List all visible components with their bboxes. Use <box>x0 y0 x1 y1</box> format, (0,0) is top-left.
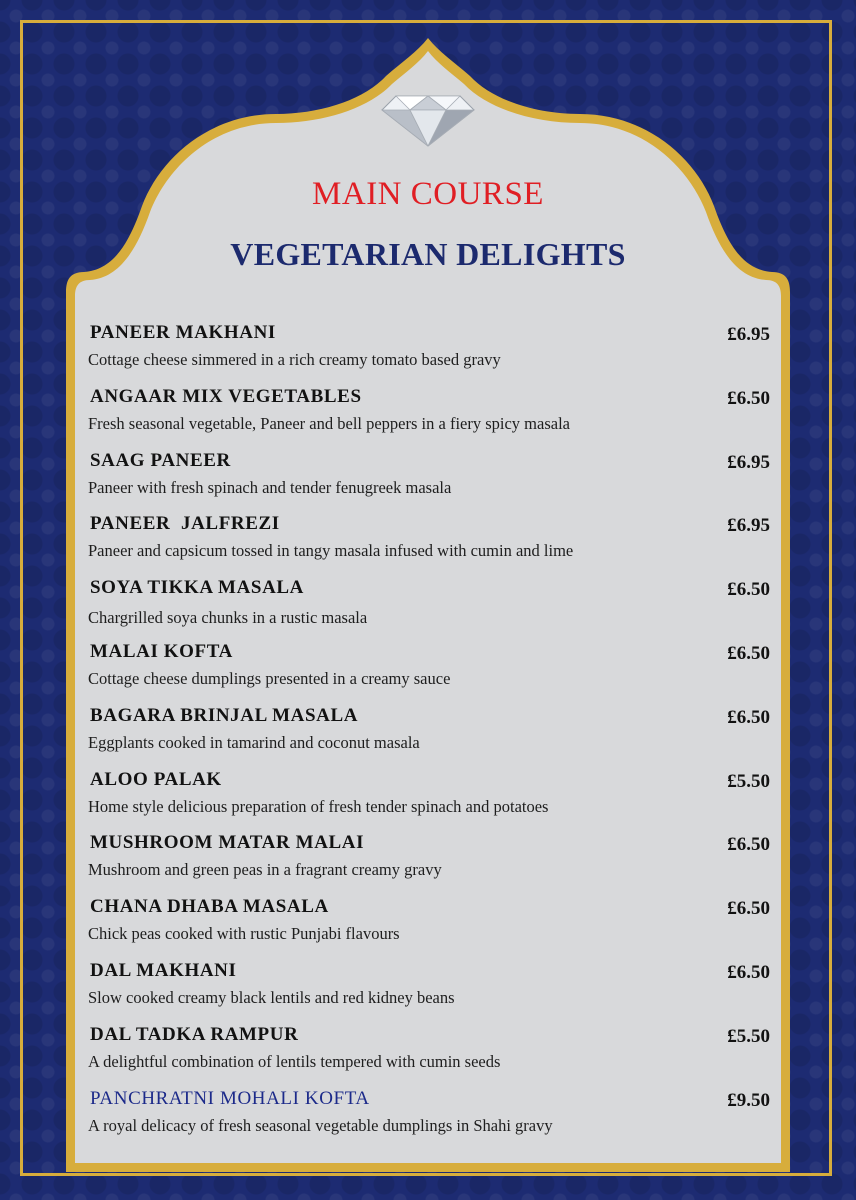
item-price: £6.50 <box>727 579 770 601</box>
item-price: £5.50 <box>727 1025 770 1047</box>
item-price: £6.95 <box>727 324 770 345</box>
item-description: Chargrilled soya chunks in a rustic masala <box>88 608 368 628</box>
menu-item <box>88 322 770 386</box>
item-name: ALOO PALAK <box>90 768 222 790</box>
item-price: £6.50 <box>727 898 770 920</box>
item-name: BAGARA BRINJAL MASALA <box>90 704 359 726</box>
item-description: A royal delicacy of fresh seasonal vegetable dumplings in Shahi gravy <box>88 1115 553 1135</box>
item-price: £6.50 <box>727 961 770 983</box>
item-description: Cottage cheese simmered in a rich creamy tomato based gravy <box>88 350 501 369</box>
menu-item <box>88 641 770 705</box>
menu-item <box>88 513 770 577</box>
menu-item <box>88 386 770 450</box>
item-description: Cottage cheese dumplings presented in a creamy sauce <box>88 668 451 688</box>
item-name: DAL MAKHANI <box>90 959 237 981</box>
item-price: £6.95 <box>727 515 770 537</box>
diamond-icon <box>380 88 476 148</box>
item-name: MUSHROOM MATAR MALAI <box>90 832 365 854</box>
item-description: Paneer with fresh spinach and tender fenugreek masala <box>88 477 452 497</box>
item-description: Paneer and capsicum tossed in tangy masala infused with cumin and lime <box>88 541 574 561</box>
item-price: £9.50 <box>727 1089 770 1111</box>
item-description: Chick peas cooked with rustic Punjabi flavours <box>88 924 400 944</box>
item-name: PANCHRATNI MOHALI KOFTA <box>90 1087 370 1109</box>
item-description: Slow cooked creamy black lentils and red kidney beans <box>88 987 455 1007</box>
item-price: £6.50 <box>727 387 770 409</box>
item-price: £5.50 <box>727 770 770 792</box>
menu-item <box>88 896 770 960</box>
menu-item-special <box>88 1088 770 1152</box>
item-description: Mushroom and green peas in a fragrant creamy gravy <box>88 860 442 880</box>
item-description: A delightful combination of lentils tempered with cumin seeds <box>88 1051 501 1071</box>
menu-item <box>88 832 770 896</box>
menu-item <box>88 450 770 514</box>
category-title: VEGETARIAN DELIGHTS <box>230 236 626 272</box>
menu-item <box>88 960 770 1024</box>
item-description: Fresh seasonal vegetable, Paneer and bell peppers in a fiery spicy masala <box>88 413 570 433</box>
item-description: Eggplants cooked in tamarind and coconut masala <box>88 732 420 752</box>
item-price: £6.50 <box>727 834 770 856</box>
menu-item <box>88 705 770 769</box>
item-price: £6.50 <box>727 642 770 664</box>
item-name: DAL TADKA RAMPUR <box>90 1023 299 1045</box>
menu-item-list <box>88 322 770 1151</box>
item-name: ANGAAR MIX VEGETABLES <box>90 385 362 407</box>
item-name: MALAI KOFTA <box>90 640 233 662</box>
menu-item <box>88 769 770 833</box>
item-name: PANEER MAKHANI <box>90 322 276 343</box>
item-name: CHANA DHABA MASALA <box>90 896 329 918</box>
item-price: £6.50 <box>727 706 770 728</box>
menu-item <box>88 577 770 641</box>
item-name: PANEER JALFREZI <box>90 513 280 535</box>
item-description: Home style delicious preparation of fresh tender spinach and potatoes <box>88 796 549 816</box>
section-title: MAIN COURSE <box>312 176 544 212</box>
item-name: SOYA TIKKA MASALA <box>90 577 304 599</box>
menu-item <box>88 1024 770 1088</box>
item-name: SAAG PANEER <box>90 449 231 471</box>
item-price: £6.95 <box>727 451 770 473</box>
